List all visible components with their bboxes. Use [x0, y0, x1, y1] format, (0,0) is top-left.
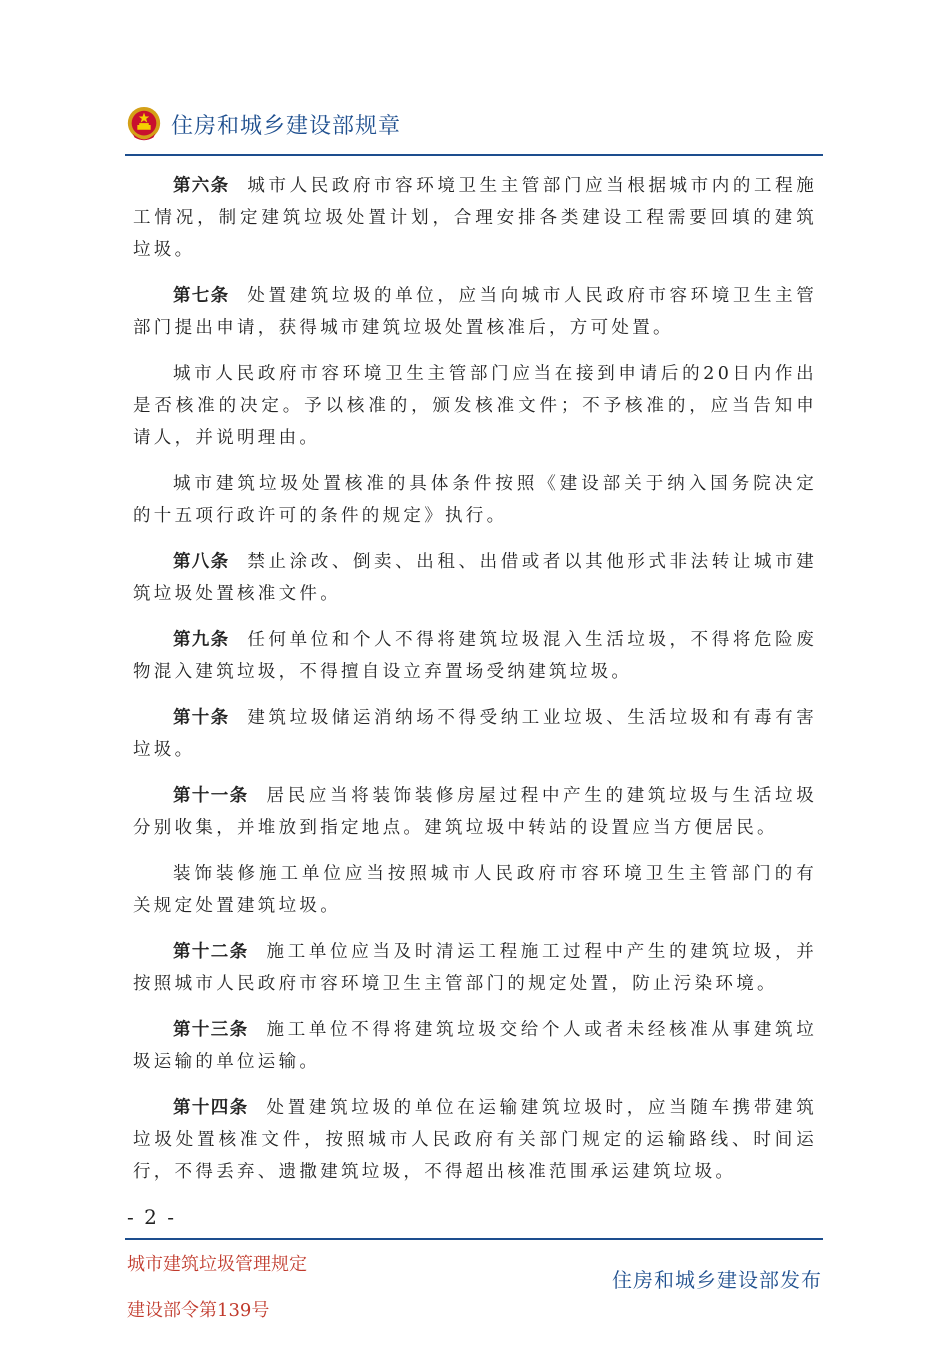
- article-paragraph: [133, 1092, 817, 1188]
- footer-publisher: 住房和城乡建设部发布: [612, 1268, 822, 1292]
- article-paragraph: [133, 468, 817, 532]
- article-text: 施工单位应当及时清运工程施工过程中产生的建筑垃圾，并按照城市人民政府市容环境卫生主管部门的规定处置，防止污染环境。: [133, 942, 817, 994]
- article-number: 第九条: [173, 630, 230, 650]
- article-text: 装饰装修施工单位应当按照城市人民政府市容环境卫生主管部门的有关规定处置建筑垃圾。: [133, 864, 817, 916]
- article-text: 建筑垃圾储运消纳场不得受纳工业垃圾、生活垃圾和有毒有害垃圾。: [133, 708, 817, 760]
- footer-divider: [125, 1238, 823, 1240]
- article-number: 第十三条: [173, 1020, 249, 1040]
- article-text: 居民应当将装饰装修房屋过程中产生的建筑垃圾与生活垃圾分别收集，并堆放到指定地点。建筑垃圾中转站的设置应当方便居民。: [133, 786, 817, 838]
- article-number: 第十四条: [173, 1098, 249, 1118]
- article-paragraph: [133, 936, 817, 1000]
- article-paragraph: [133, 280, 817, 344]
- article-text: 城市人民政府市容环境卫生主管部门应当在接到申请后的20日内作出是否核准的决定。予以核准的，颁发核准文件；不予核准的，应当告知申请人，并说明理由。: [133, 364, 817, 448]
- article-number: 第十一条: [173, 786, 249, 806]
- article-number: 第七条: [173, 286, 230, 306]
- article-number: 第十条: [173, 708, 230, 728]
- article-text: 城市人民政府市容环境卫生主管部门应当根据城市内的工程施工情况，制定建筑垃圾处置计划，合理安排各类建设工程需要回填的建筑垃圾。: [133, 176, 817, 260]
- article-paragraph: [133, 780, 817, 844]
- article-text: 城市建筑垃圾处置核准的具体条件按照《建设部关于纳入国务院决定的十五项行政许可的条件的规定》执行。: [133, 474, 817, 526]
- article-paragraph: [133, 358, 817, 454]
- article-text: 处置建筑垃圾的单位在运输建筑垃圾时，应当随车携带建筑垃圾处置核准文件，按照城市人民政府有关部门规定的运输路线、时间运行，不得丢弃、遗撒建筑垃圾，不得超出核准范围承运建筑垃圾。: [133, 1098, 817, 1182]
- article-paragraph: [133, 1014, 817, 1078]
- article-text: 禁止涂改、倒卖、出租、出借或者以其他形式非法转让城市建筑垃圾处置核准文件。: [133, 552, 817, 604]
- document-body: [133, 170, 817, 1202]
- page-header: [125, 103, 825, 151]
- header-divider: [125, 154, 823, 156]
- page-number: - 2 -: [127, 1205, 176, 1229]
- footer-doc-number: 建设部令第139号: [127, 1300, 270, 1321]
- article-paragraph: [133, 624, 817, 688]
- article-number: 第十二条: [173, 942, 249, 962]
- article-paragraph: [133, 702, 817, 766]
- article-text: 处置建筑垃圾的单位，应当向城市人民政府市容环境卫生主管部门提出申请，获得城市建筑垃圾处置核准后，方可处置。: [133, 286, 817, 338]
- article-text: 施工单位不得将建筑垃圾交给个人或者未经核准从事建筑垃圾运输的单位运输。: [133, 1020, 817, 1072]
- article-text: 任何单位和个人不得将建筑垃圾混入生活垃圾，不得将危险废物混入建筑垃圾，不得擅自设立弃置场受纳建筑垃圾。: [133, 630, 817, 682]
- article-paragraph: [133, 170, 817, 266]
- footer-doc-title: 城市建筑垃圾管理规定: [127, 1254, 307, 1275]
- article-number: 第六条: [173, 176, 230, 196]
- article-paragraph: [133, 546, 817, 610]
- national-emblem-icon: [125, 105, 163, 145]
- article-paragraph: [133, 858, 817, 922]
- header-title: 住房和城乡建设部规章: [171, 114, 402, 139]
- article-number: 第八条: [173, 552, 230, 572]
